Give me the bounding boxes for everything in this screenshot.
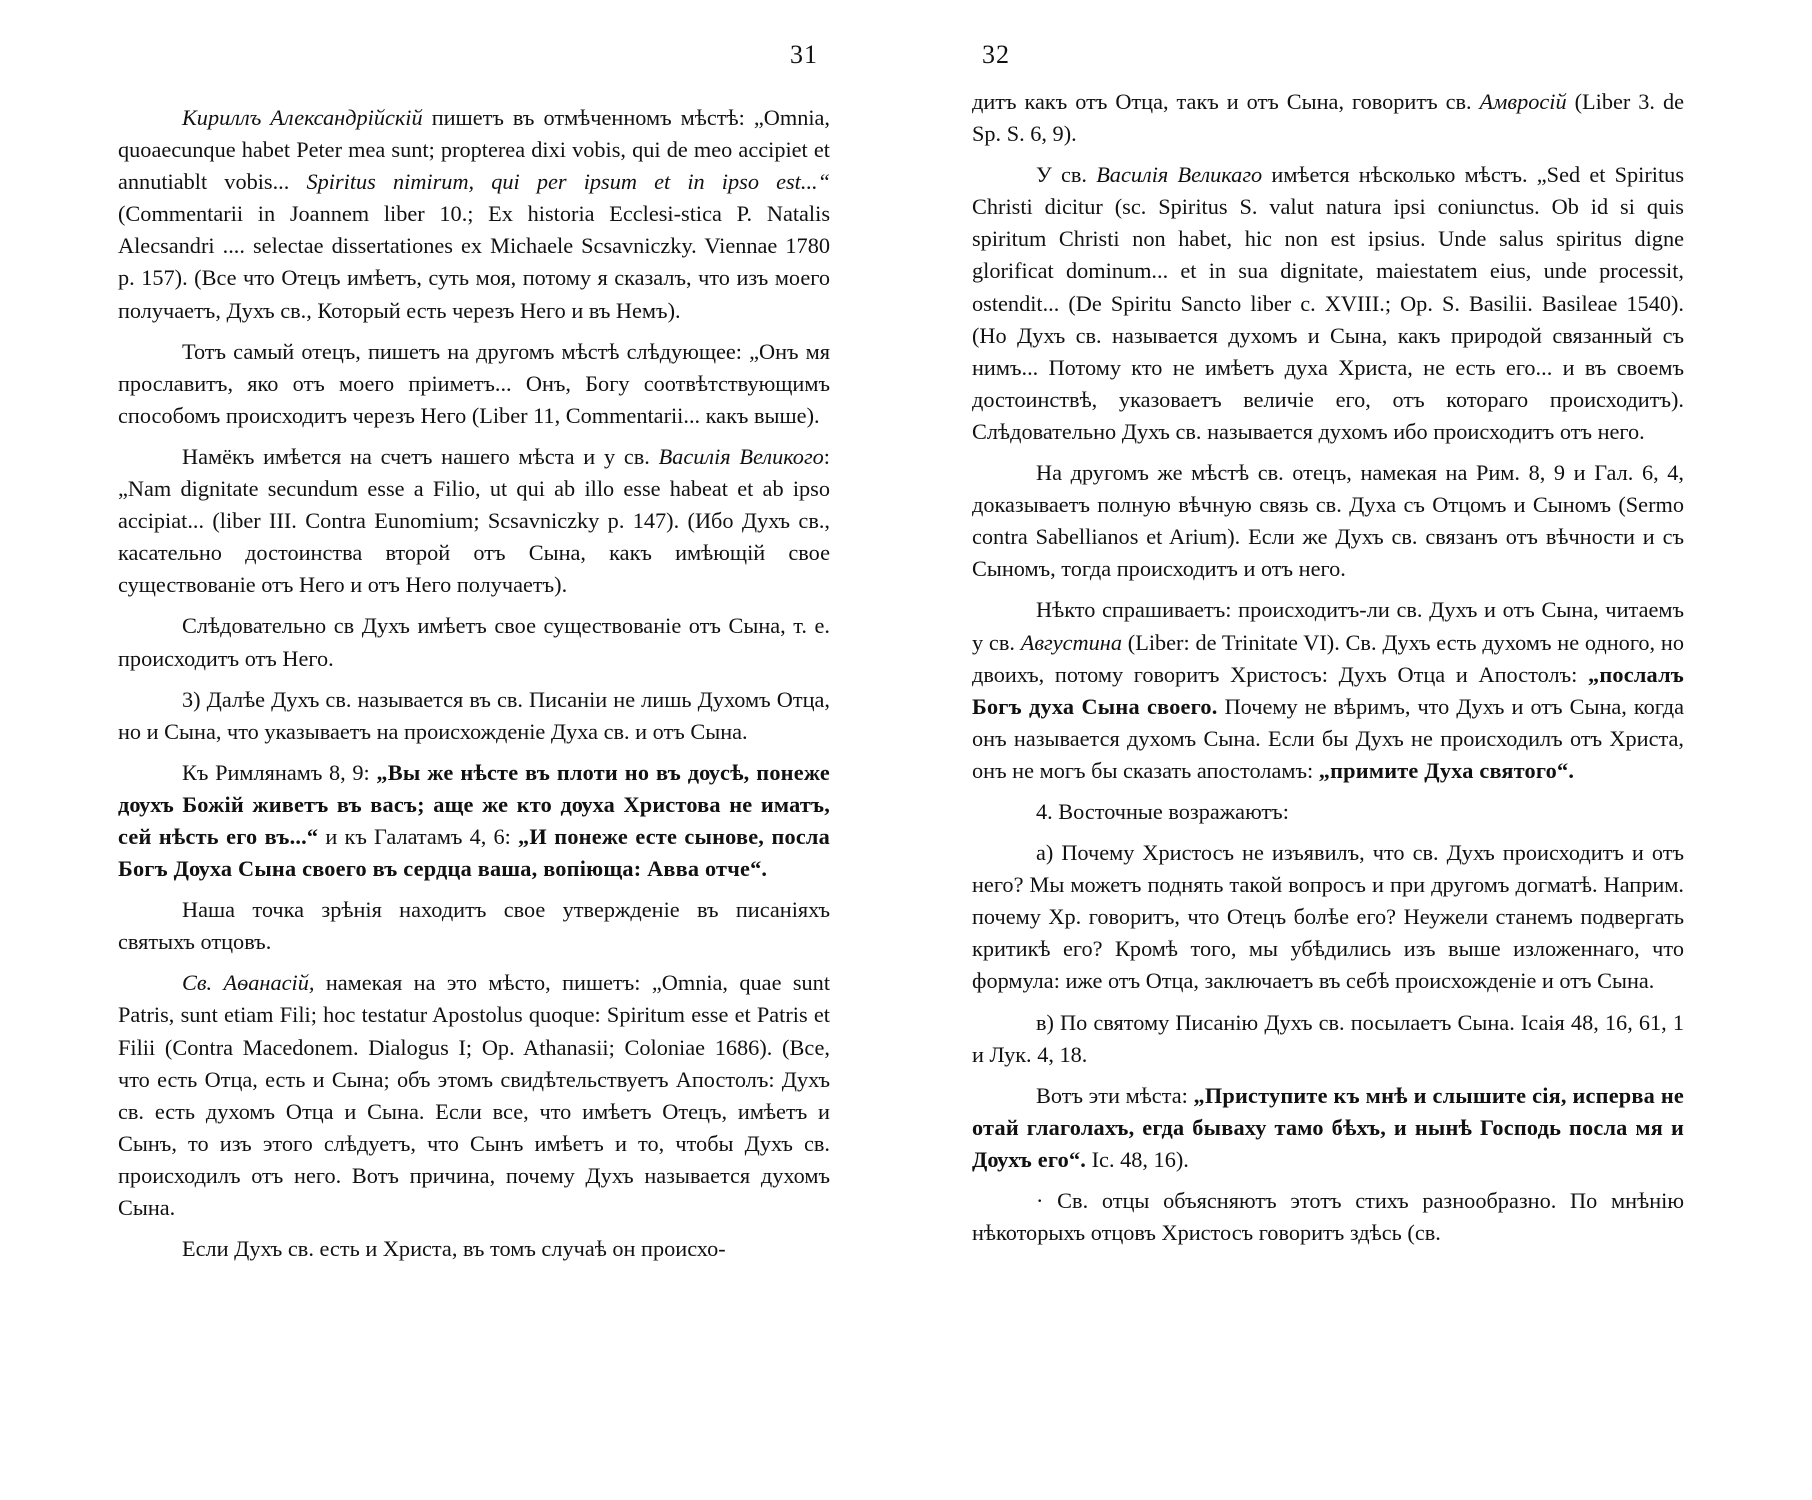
text-run: Намёкъ имѣется на счетъ нашего мѣста и у св. — [182, 443, 659, 469]
text-run: Вотъ эти мѣста: — [1036, 1082, 1194, 1108]
text-run: в) По святому Писанію Духъ св. посылаетъ Сына. Ісаія 48, 16, 61, 1 и Лук. 4, 18. — [972, 1009, 1684, 1067]
text-run: и къ Галатамъ 4, 6: — [318, 823, 519, 849]
right-page — [972, 0, 1684, 1500]
text-run: Если Духъ св. есть и Христа, въ томъ случаѣ он происхо- — [182, 1236, 726, 1262]
text-run: (Liber 3. de Sp. S. 6, 9). — [972, 89, 1684, 147]
paragraph — [972, 837, 1684, 997]
italic-text: Амвросій — [1479, 89, 1567, 114]
text-run: намекая на это мѣсто, пишетъ: „Omnia, quae sunt Patris, sunt etiam Fili; hoc testatur Apostolus quoque: Spiritum esse et Patris et Filii (Contra Macedonem. Dialogus I; Op. Athanasii; Coloniae 1686). (Все, что есть Отца, есть и Сына; объ этомъ свидѣтельствуетъ Апостолъ: Духъ св. есть духомъ Отца и Сына. Если все, что имѣетъ Отецъ, имѣетъ и Сынъ, то изъ этого слѣдуетъ, что Сынъ имѣетъ и то, чтобы Духъ св. происходилъ отъ него. Вотъ причина, почему Духъ называется духомъ Сына. — [118, 970, 831, 1220]
left-page-number: 31 — [790, 40, 818, 69]
paragraph — [972, 457, 1684, 585]
paragraph — [972, 796, 1684, 828]
italic-text: Василія Великого — [658, 443, 824, 469]
text-run: имѣется нѣсколько мѣстъ. „Sed et Spiritus Christi dicitur (sc. Spiritus S. valut natura ipsi coniunctus. Ob id si quis spiritum Christi non habet, hic non est ipsius. Unde salus spiritus digne glorificat dominum... et in sua dignitate, maiestatem eius, unde processit, ostendit... (De Spiritu Sancto liber c. XVIII.; Op. S. Basilii. Basileae 1540). (Но Духъ св. называется духомъ и Сына, какъ природой связанный съ нимъ... Потому кто не имѣетъ духа Христа, не есть его... и въ своемъ достоинствѣ, указоваетъ величіе его, отъ котораго происходитъ). Слѣдовательно Духъ св. называется духомъ ибо происходитъ отъ него. — [972, 162, 1684, 444]
church-slavonic-quote: „Приступите къ мнѣ и слышите сія, исперва не отай глаголахъ, егда бываху тамо бѣхъ, и нынѣ Господь посла мя и Дѹхъ его“. — [972, 1082, 1684, 1172]
text-run: У св. — [1036, 162, 1097, 188]
left-page — [118, 0, 830, 1500]
paragraph — [972, 1080, 1684, 1176]
left-page-text — [118, 102, 830, 1265]
paragraph — [972, 594, 1684, 787]
paragraph — [118, 441, 830, 601]
paragraph — [118, 102, 830, 327]
right-page-number: 32 — [982, 40, 1010, 69]
paragraph — [118, 336, 830, 432]
text-run: Іс. 48, 16). — [1086, 1146, 1189, 1172]
italic-text: Кириллъ Александрійскій — [182, 105, 423, 130]
paragraph — [972, 159, 1684, 448]
text-run: дитъ какъ отъ Отца, такъ и отъ Сына, говоритъ св. — [972, 89, 1480, 114]
text-run: Къ Римлянамъ 8, 9: — [182, 759, 377, 785]
text-run: 3) Далѣе Духъ св. называется въ св. Писаніи не лишь Духомъ Отца, но и Сына, что указываетъ на происхожденіе Духа св. и отъ Сына. — [118, 686, 830, 744]
paragraph — [118, 1233, 830, 1265]
text-run: Наша точка зрѣнія находитъ свое утвержденіе въ писаніяхъ святыхъ отцовъ. — [118, 897, 830, 955]
text-run: Тотъ самый отецъ, пишетъ на другомъ мѣстѣ слѣдующее: „Онъ мя прославитъ, яко отъ моего пріиметъ... Онъ, Богу соотвѣтствующимъ способомъ происходитъ черезъ Него (Liber 11, Commentarii... какъ выше). — [118, 338, 830, 428]
paragraph — [118, 684, 830, 748]
text-run: а) Почему Христосъ не изъявилъ, что св. Духъ происходитъ и отъ него? Мы можетъ поднять такой вопросъ и при другомъ догматѣ. Наприм. почему Хр. говоритъ, что Отецъ болѣе его? Неужели станемъ подвергать критикѣ его? Кромѣ того, мы убѣдились изъ выше изложеннаго, что формула: иже отъ Отца, заключаетъ въ себѣ происхожденіе и отъ Сына. — [972, 840, 1684, 994]
paragraph — [118, 610, 830, 674]
church-slavonic-quote: „Вы же нѣсте въ плоти но въ дѹсѣ, понеже дѹхъ Божій живетъ въ васъ; аще же кто дѹха Христова не иматъ, сей нѣсть его въ...“ — [118, 759, 830, 849]
italic-text: Василія Великаго — [1096, 162, 1263, 188]
italic-text: Spiritus nimirum, qui per ipsum et in ipso est...“ — [306, 169, 830, 195]
text-run: Слѣдовательно св Духъ имѣетъ свое существованіе отъ Сына, т. е. происходитъ отъ Него. — [118, 613, 830, 671]
church-slavonic-quote: „послалъ Богъ духа Сына своего. — [972, 661, 1684, 719]
text-run: · Св. отцы объясняютъ этотъ стихъ разнообразно. По мнѣнію нѣкоторыхъ отцовъ Христосъ говоритъ здѣсь (св. — [972, 1188, 1684, 1246]
text-run: Почему не вѣримъ, что Духъ и отъ Сына, когда онъ называется духомъ Сына. Если бы Духъ не происходилъ отъ Христа, онъ не могъ бы сказать апостоламъ: — [972, 693, 1684, 783]
paragraph — [972, 1007, 1684, 1071]
paragraph — [118, 894, 830, 958]
paragraph — [972, 86, 1684, 150]
text-run: (Liber: de Trinitate VI). Св. Духъ есть духомъ не одного, но двоихъ, потому говоритъ Христосъ: Духъ Отца и Апостолъ: — [972, 629, 1684, 687]
italic-text: Св. Аѳанасій, — [182, 970, 315, 996]
text-run: : „Nam dignitate secundum esse a Filio, ut qui ab illo esse habeat et ab ipso accipiat... (liber III. Contra Eunomium; Scsavniczky p. 147). (Ибо Духъ св., касательно достоинства второй отъ Сына, какъ имѣющій свое существованіе отъ Него и отъ Него получаетъ). — [118, 443, 830, 598]
text-run: На другомъ же мѣстѣ св. отецъ, намекая на Рим. 8, 9 и Гал. 6, 4, доказываетъ полную вѣчную связь св. Духа съ Отцомъ и Сыномъ (Sermo contra Sabellianos et Arium). Если же Духъ св. связанъ отъ вѣчности и съ Сыномъ, тогда происходитъ и отъ него. — [972, 460, 1684, 582]
text-run: 4. Восточные возражаютъ: — [1036, 798, 1289, 824]
paragraph — [972, 1185, 1684, 1249]
italic-text: Августина — [1020, 629, 1122, 655]
paragraph — [118, 757, 830, 885]
church-slavonic-quote: „И понеже есте сынове, посла Богъ Дѹха Сына своего въ сердца ваша, вопіюща: Авва отче“. — [118, 823, 830, 882]
church-slavonic-quote: „примите Духа святого“. — [1318, 757, 1575, 783]
text-run: (Commentarii in Joannem liber 10.; Ex historia Ecclesi-stica P. Natalis Alecsandri .... selectae dissertationes ex Michaele Scsavniczky. Viennae 1780 p. 157). (Все что Отецъ имѣетъ, суть моя, потому я сказалъ, что изъ моего получаетъ, Духъ св., Который есть черезъ Него и въ Немъ). — [118, 201, 830, 323]
right-page-text — [972, 86, 1684, 1249]
paragraph — [118, 967, 830, 1224]
text-run: Нѣкто спрашиваетъ: происходитъ-ли св. Духъ и отъ Сына, читаемъ у св. — [972, 597, 1684, 655]
text-run: пишетъ въ отмѣченномъ мѣстѣ: „Omnia, quoaecunque habet Peter mea sunt; propterea dixi vobis, qui de meo accipiet et annutiablt vobis... — [118, 105, 831, 195]
